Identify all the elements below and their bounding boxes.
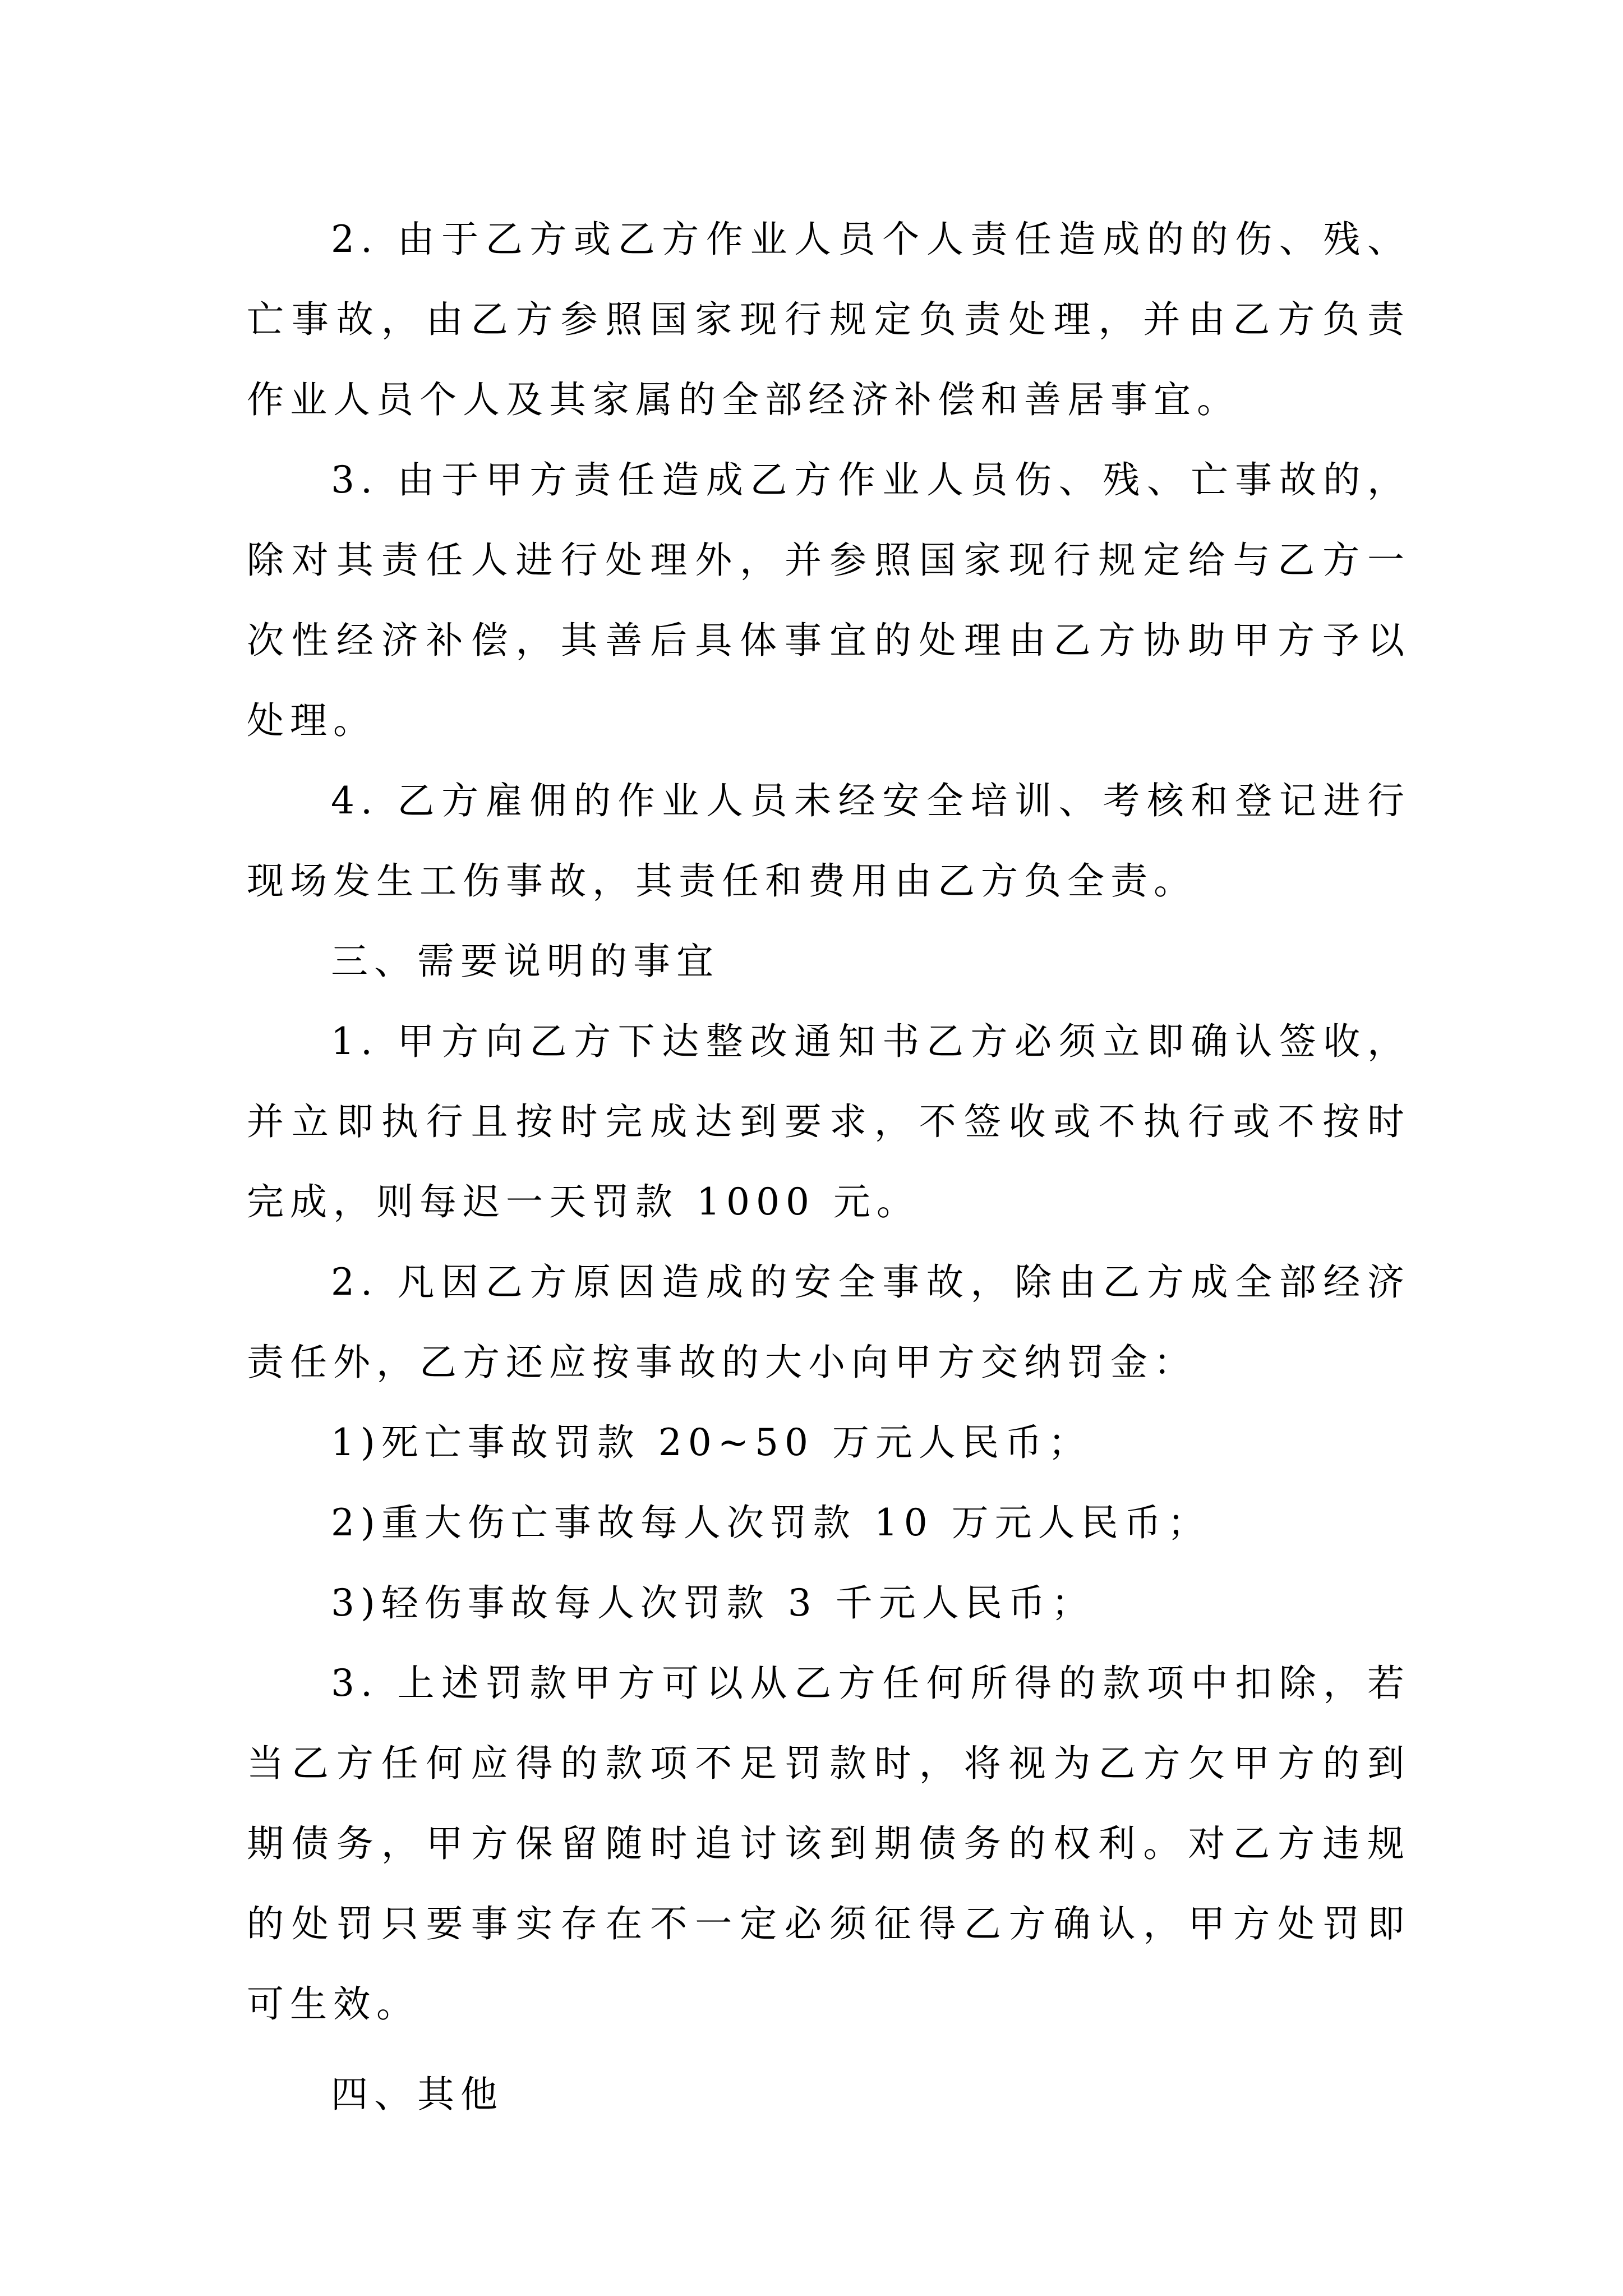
list-item-minor-injury-fine: 3)轻伤事故每人次罚款 3 千元人民币；: [331, 1581, 1095, 1625]
document-page: [247, 199, 1410, 2134]
section-heading-other: 四、其他: [331, 2073, 504, 2116]
list-item-serious-accident-fine: 2)重大伤亡事故每人次罚款 10 万元人民币；: [331, 1501, 1211, 1544]
paragraph-clause-2-injury-liability: 2. 由于乙方或乙方作业人员个人责任造成的的伤、残、亡事故，由乙方参照国家现行规定负责处理，并由乙方负责作业人员个人及其家属的全部经济补偿和善居事宜。: [247, 218, 1410, 421]
section-heading-matters: 三、需要说明的事宜: [331, 940, 720, 983]
paragraph-clause-3-party-a-liability: 3. 由于甲方责任造成乙方作业人员伤、残、亡事故的，除对其责任人进行处理外，并参照国家现行规定给与乙方一次性经济补偿，其善后具体事宜的处理由乙方协助甲方予以处理。: [247, 458, 1410, 742]
paragraph-fine-deduction: 3. 上述罚款甲方可以从乙方任何所得的款项中扣除，若当乙方任何应得的款项不足罚款时，将视为乙方欠甲方的到期债务，甲方保留随时追讨该到期债务的权利。对乙方违规的处罚只要事实存在不一定必须征得乙方确认，甲方处罚即可生效。: [247, 1662, 1410, 2026]
paragraph-clause-4-untrained-workers: 4. 乙方雇佣的作业人员未经安全培训、考核和登记进行现场发生工伤事故，其责任和费用由乙方负全责。: [247, 779, 1410, 903]
paragraph-rectification-notice: 1. 甲方向乙方下达整改通知书乙方必须立即确认签收，并立即执行且按时完成达到要求，不签收或不执行或不按时完成，则每迟一天罚款 1000 元。: [247, 1020, 1410, 1223]
paragraph-accident-penalty: 2. 凡因乙方原因造成的安全事故，除由乙方成全部经济责任外，乙方还应按事故的大小向甲方交纳罚金：: [247, 1260, 1410, 1384]
list-item-fatal-accident-fine: 1)死亡事故罚款 20~50 万元人民币；: [331, 1421, 1091, 1464]
